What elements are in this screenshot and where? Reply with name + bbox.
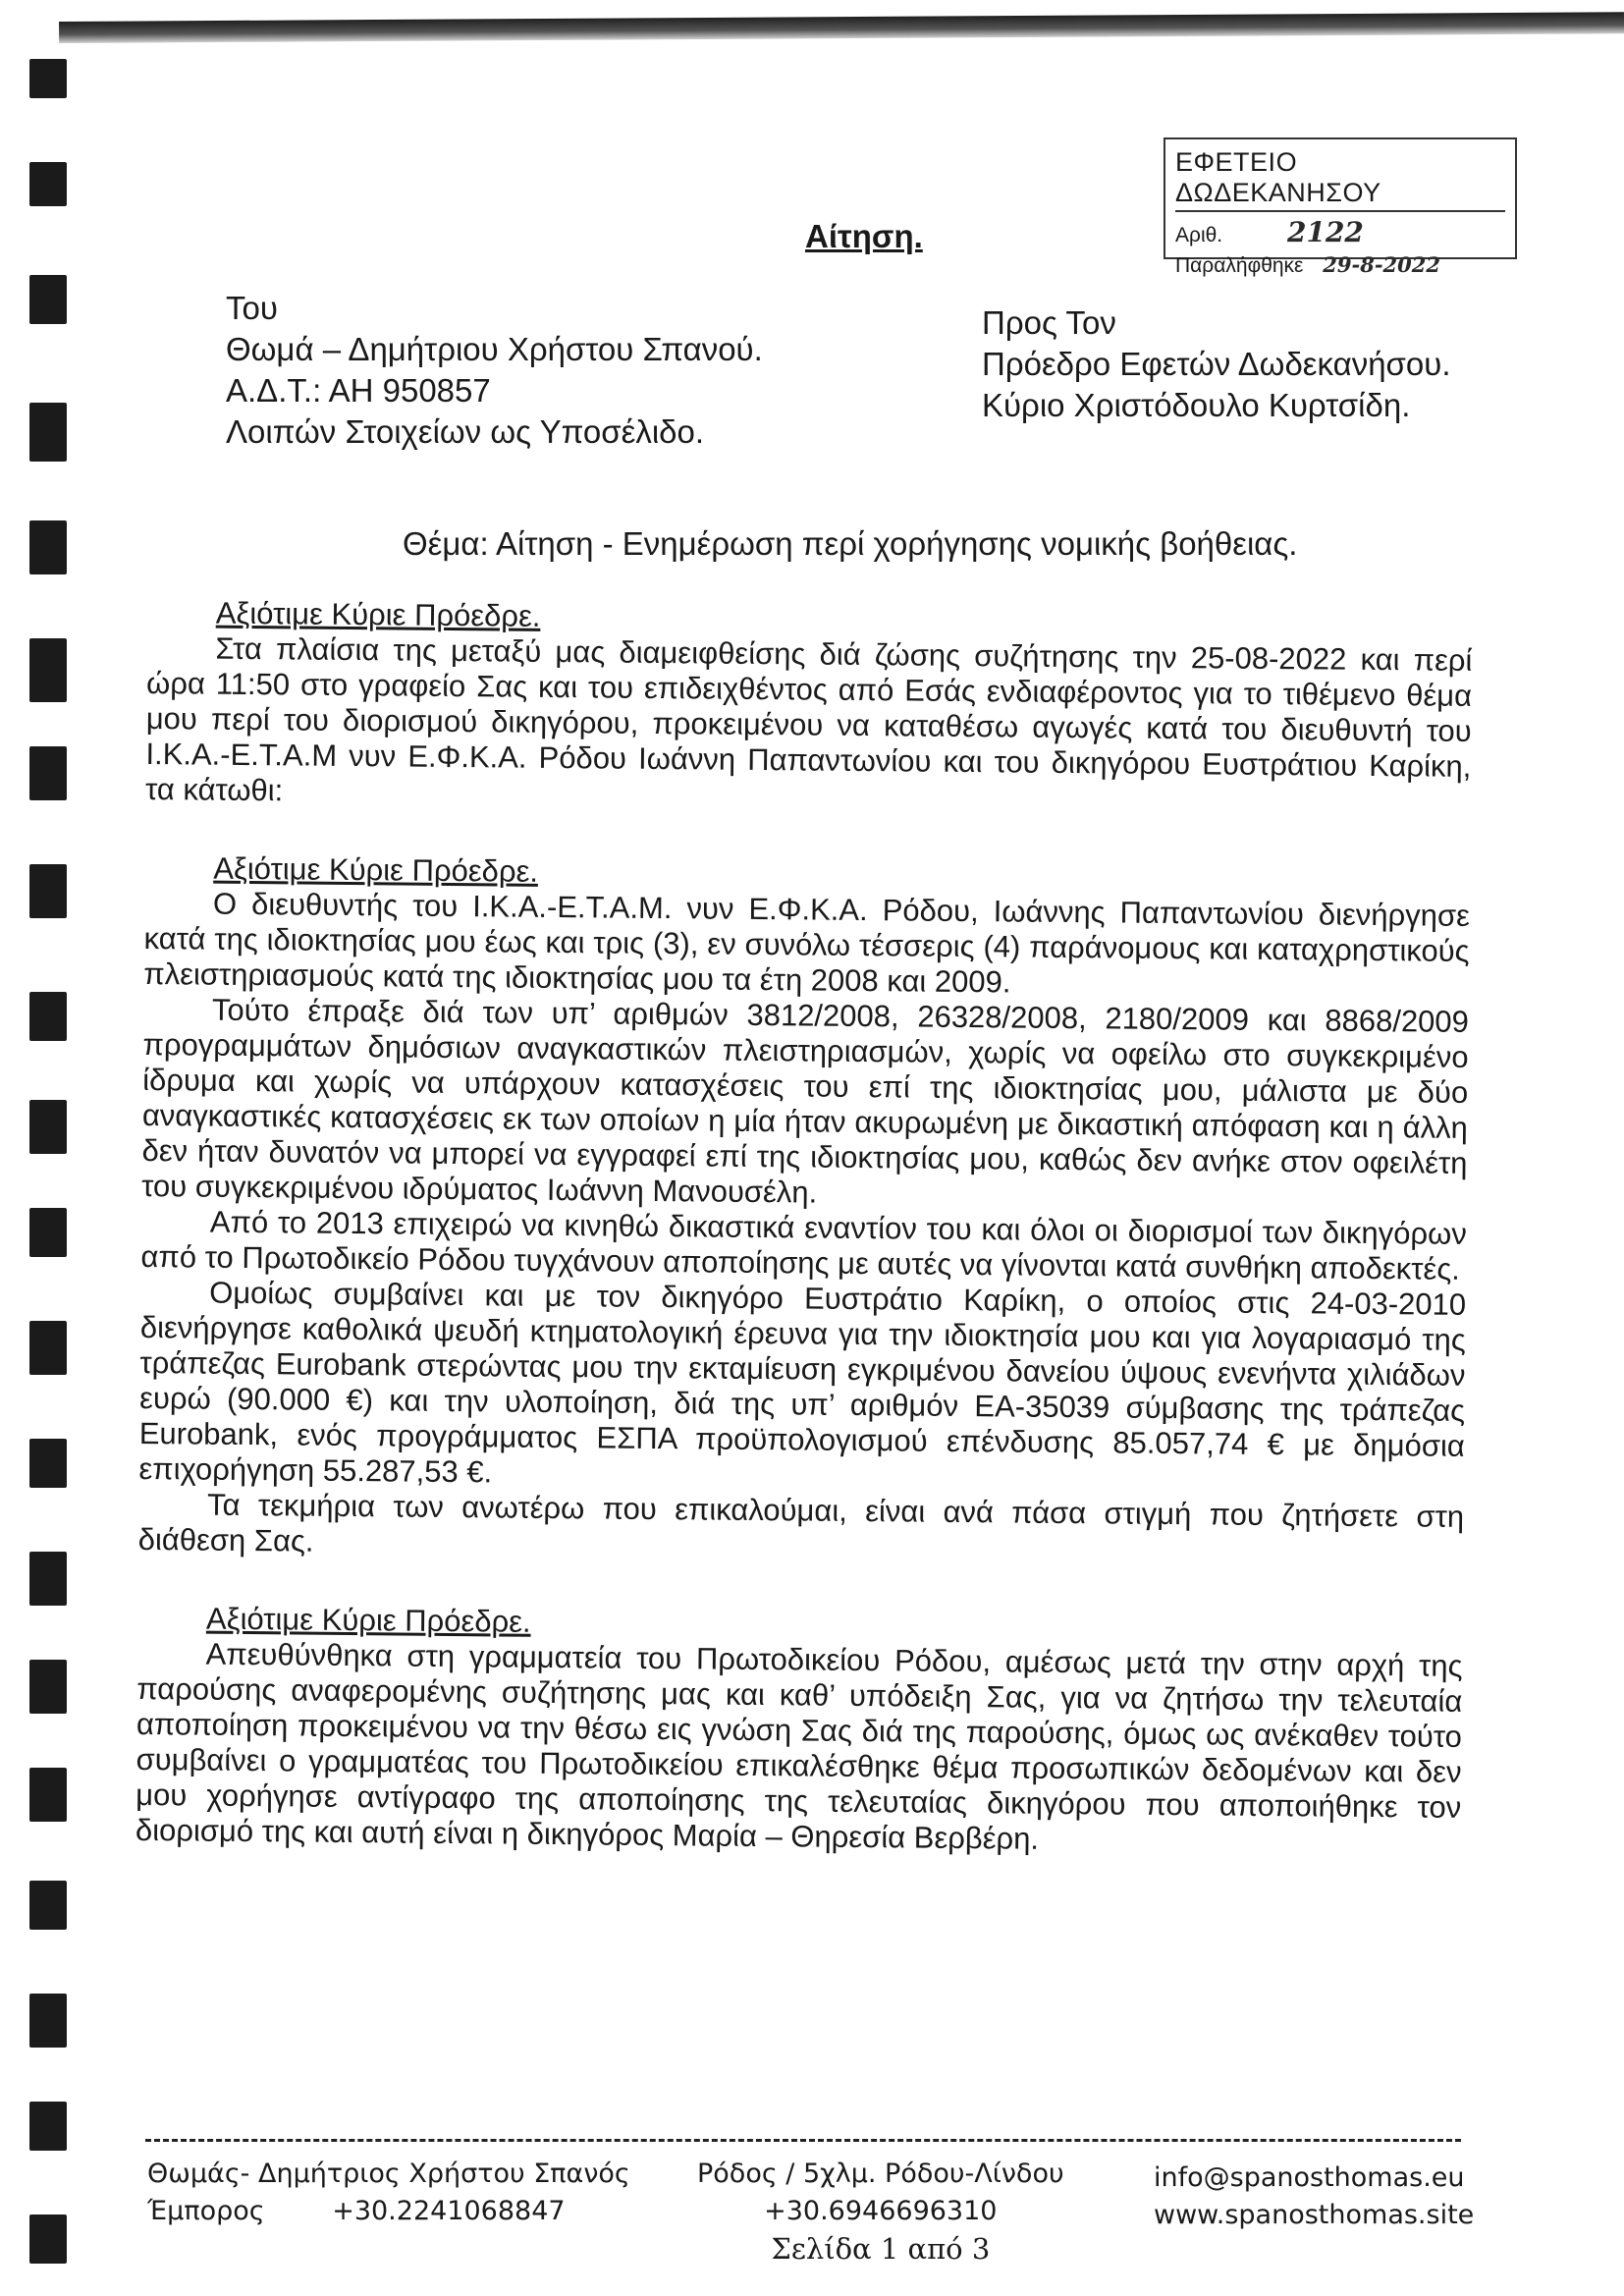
paragraph: Στα πλαίσια της μεταξύ μας διαμειφθείσης διά ζώσης συζήτησης την 25-08-2022 και περί ώρα 11:50 στο γραφείο Σας και του επιδειχθέντος από Εσάς ενδιαφέροντος για το τιθέμενο θέμα μου περί του διορισμού δικηγόρου, προκειμένου να καταθέσω αγωγές κατά του διευθυντή του Ι.Κ.Α.-Ε.Τ.Α.Μ νυν Ε.Φ.Κ.Α. Ρόδου Ιωάννη Παπαντωνίου και του δικηγόρου Ευστράτιου Καρίκη, τα κάτωθι: <box>144 630 1473 808</box>
recipient-title: Πρόεδρο Εφετών Δωδεκανήσου. <box>982 346 1451 382</box>
document-heading: Αίτηση. <box>805 218 923 254</box>
footer-contact-right <box>1154 2156 1474 2234</box>
sender-name: Θωμά – Δημήτριου Χρήστου Σπανού. <box>226 331 763 367</box>
salutation: Αξιότιμε Κύριε Πρόεδρε. <box>213 850 539 889</box>
footer-phone-landline: +30.2241068847 <box>332 2196 566 2226</box>
footer-website: www.spanosthomas.site <box>1154 2200 1475 2230</box>
salutation: Αξιότιμε Κύριε Πρόεδρε. <box>215 595 541 633</box>
footer-name: Θωμάς- Δημήτριος Χρήστου Σπανός <box>147 2159 630 2189</box>
stamp-number-row <box>1175 216 1505 248</box>
paragraph: Απευθύνθηκα στη γραμματεία του Πρωτοδικείου Ρόδου, αμέσως μετά την στην αρχή της παρούσης αναφερομένης συζήτησης μας και καθ’ υπόδειξη Σας, για να ζητήσω την τελευταία αποποίηση προκειμένου να την θέσω εις γνώση Σας διά της παρούσης, όμως ως ανέκαθεν τούτο συμβαίνει ο γραμματέας του Πρωτοδικείου επικαλέσθηκε θέμα προσωπικών δεδομένων και δεν μου χορήγησε αντίγραφο της αποποίησης της τελευταίας δικηγόρου που αποποιήθηκε τον διορισμό της και αυτή είναι η δικηγόρος Μαρία – Θηρεσία Βερβέρη. <box>135 1636 1463 1856</box>
sender-details-note: Λοιπών Στοιχείων ως Υποσέλιδο. <box>226 413 705 450</box>
paragraph: Από το 2013 επιχειρώ να κινηθώ δικαστικά εναντίον του και όλοι οι διορισμοί των δικηγόρων από το Πρωτοδικείο Ρόδου τυγχάνουν αποποίησης με αυτές να γίνονται κατά συνθήκη αποδεκτές. <box>140 1204 1467 1286</box>
subject-line: Θέμα: Αίτηση - Ενημέρωση περί χορήγησης νομικής βοήθειας. <box>403 525 1298 562</box>
paragraph: Τα τεκμήρια των ανωτέρω που επικαλούμαι, είναι ανά πάσα στιγμή που ζητήσετε στη διάθεση Σας. <box>137 1487 1465 1558</box>
footer-email: info@spanosthomas.eu <box>1154 2162 1465 2193</box>
footer-divider <box>145 2139 1461 2142</box>
footer-occupation: Έμπορος <box>147 2196 265 2226</box>
footer-address: Ρόδος / 5χλμ. Ρόδου-Λίνδου <box>697 2159 1064 2189</box>
paragraph: Ομοίως συμβαίνει και με τον δικηγόρο Ευστράτιο Καρίκη, ο οποίος στις 24-03-2010 διενήργησε καθολικά ψευδή κτηματολογική έρευνα για την ιδιοκτησία μου και για λογαριασμό της τράπεζας Eurobank στερώντας μου την εκταμίευση εγκριμένου δανείου ύψους ενενήντα χιλιάδων ευρώ (90.000 €) και την υλοποίηση, διά της υπ’ αριθμόν ΕΑ-35039 σύμβασης της τράπεζας Eurobank, ενός προγράμματος ΕΣΠΑ προϋπολογισμού επένδυσης 85.057,74 € με δημόσια επιχορήγηση 55.287,53 €. <box>138 1275 1467 1490</box>
salutation: Αξιότιμε Κύριε Πρόεδρε. <box>205 1601 531 1639</box>
footer-phone-mobile: +30.6946696310 <box>764 2196 998 2226</box>
recipient-name: Κύριο Χριστόδουλο Κυρτσίδη. <box>982 387 1411 423</box>
stamp-date-row <box>1175 252 1505 278</box>
stamp-date-value: 29-8-2022 <box>1323 252 1440 277</box>
stamp-title: ΕΦΕΤΕΙΟ ΔΩΔΕΚΑΝΗΣΟΥ <box>1175 147 1505 212</box>
footer-contact-left <box>147 2156 630 2230</box>
footer-contact-middle <box>697 2156 1064 2268</box>
recipient-line-1: Προς Τον <box>982 304 1116 341</box>
page-number: Σελίδα 1 από 3 <box>771 2232 991 2266</box>
court-receipt-stamp <box>1164 137 1517 277</box>
recipient-block <box>982 302 1451 426</box>
binding-holes <box>0 0 79 2296</box>
stamp-number-value: 2122 <box>1286 216 1364 248</box>
paragraph: Ο διευθυντής του Ι.Κ.Α.-Ε.Τ.Α.Μ. νυν Ε.Φ.Κ.Α. Ρόδου, Ιωάννης Παπαντωνίου διενήργησε κατά της ιδιοκτησίας μου έως και τρις (3), εν συνόλω τέσσερις (4) παράνομους και καταχρηστικούς πλειστηριασμούς κατά της ιδιοκτησίας μου τα έτη 2008 και 2009. <box>143 886 1471 1000</box>
paragraph: Τούτο έπραξε διά των υπ’ αριθμών 3812/2008, 26328/2008, 2180/2009 και 8868/2009 προγραμμάτων δημόσιων αναγκαστικών πλειστηριασμών, χωρίς να οφείλω στο συγκεκριμένο ίδρυμα και χωρίς να υπάρχουν κατασχέσεις του επί της ιδιοκτησίας μου, μάλιστα με δύο αναγκαστικές κατασχέσεις εκ των οποίων η μία ήταν ακυρωμένη με δικαστική απόφαση και η άλλη δεν ήταν δυνατόν να μπορεί να εγγραφεί επί της ιδιοκτησίας μου, καθώς δεν ανήκε στον οφειλέτη του συγκεκριμένου ιδρύματος Ιωάννη Μανουσέλη. <box>141 992 1470 1210</box>
letter-body <box>135 595 1473 1861</box>
sender-id-number: Α.Δ.Τ.: ΑΗ 950857 <box>226 372 491 409</box>
sender-block <box>226 288 763 453</box>
stamp-date-label: Παραλήφθηκε <box>1175 254 1304 277</box>
sender-line-1: Του <box>226 290 278 326</box>
scan-top-edge <box>59 12 1624 43</box>
stamp-number-label: Αριθ. <box>1175 224 1223 246</box>
